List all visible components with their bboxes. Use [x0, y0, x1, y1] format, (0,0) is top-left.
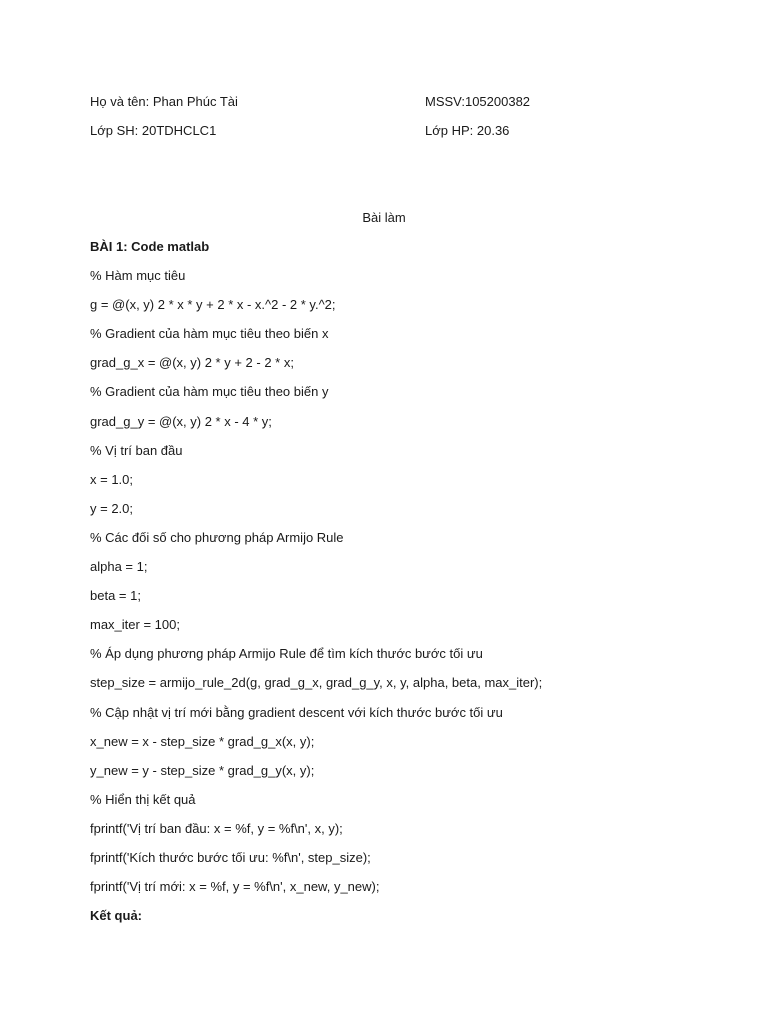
page-title: Bài làm — [362, 210, 406, 225]
code-line: y_new = y - step_size * grad_g_y(x, y); — [90, 762, 315, 778]
code-line: grad_g_y = @(x, y) 2 * x - 4 * y; — [90, 413, 272, 429]
code-line: % Gradient của hàm mục tiêu theo biến y — [90, 384, 329, 400]
code-line: % Vị trí ban đầu — [90, 442, 183, 458]
code-line: alpha = 1; — [90, 559, 148, 575]
section-heading: BÀI 1: Code matlab — [90, 239, 210, 254]
code-line: fprintf('Vị trí mới: x = %f, y = %f\n', x_new, y_new); — [90, 879, 380, 895]
code-line: grad_g_x = @(x, y) 2 * y + 2 - 2 * x; — [90, 355, 294, 371]
header-row-2 — [90, 122, 710, 140]
code-line: % Cập nhật vị trí mới bằng gradient descent với kích thước bước tối ưu — [90, 704, 503, 720]
code-listing — [90, 238, 730, 936]
class-hp: Lớp HP: 20.36 — [425, 123, 510, 138]
code-line: fprintf('Vị trí ban đầu: x = %f, y = %f\n', x, y); — [90, 820, 343, 836]
code-line: step_size = armijo_rule_2d(g, grad_g_x, grad_g_y, x, y, alpha, beta, max_iter); — [90, 675, 543, 691]
code-line: % Các đối số cho phương pháp Armijo Rule — [90, 529, 344, 545]
student-id: MSSV:105200382 — [425, 94, 531, 109]
code-line: max_iter = 100; — [90, 617, 180, 633]
code-line: x_new = x - step_size * grad_g_x(x, y); — [90, 733, 315, 749]
header-row-1 — [90, 93, 710, 111]
code-line: % Gradient của hàm mục tiêu theo biến x — [90, 326, 329, 342]
code-line: beta = 1; — [90, 588, 141, 604]
code-line: % Hiển thị kết quả — [90, 791, 196, 807]
class-sh: Lớp SH: 20TDHCLC1 — [90, 123, 217, 138]
code-line: % Áp dụng phương pháp Armijo Rule để tìm kích thước bước tối ưu — [90, 646, 483, 662]
student-name: Họ và tên: Phan Phúc Tài — [90, 94, 238, 109]
code-line: g = @(x, y) 2 * x * y + 2 * x - x.^2 - 2 * y.^2; — [90, 297, 336, 313]
section-heading: Kết quả: — [90, 908, 142, 924]
code-line: x = 1.0; — [90, 471, 133, 487]
code-line: y = 2.0; — [90, 500, 133, 516]
code-line: fprintf('Kích thước bước tối ưu: %f\n', step_size); — [90, 849, 371, 865]
code-line: % Hàm mục tiêu — [90, 268, 186, 284]
